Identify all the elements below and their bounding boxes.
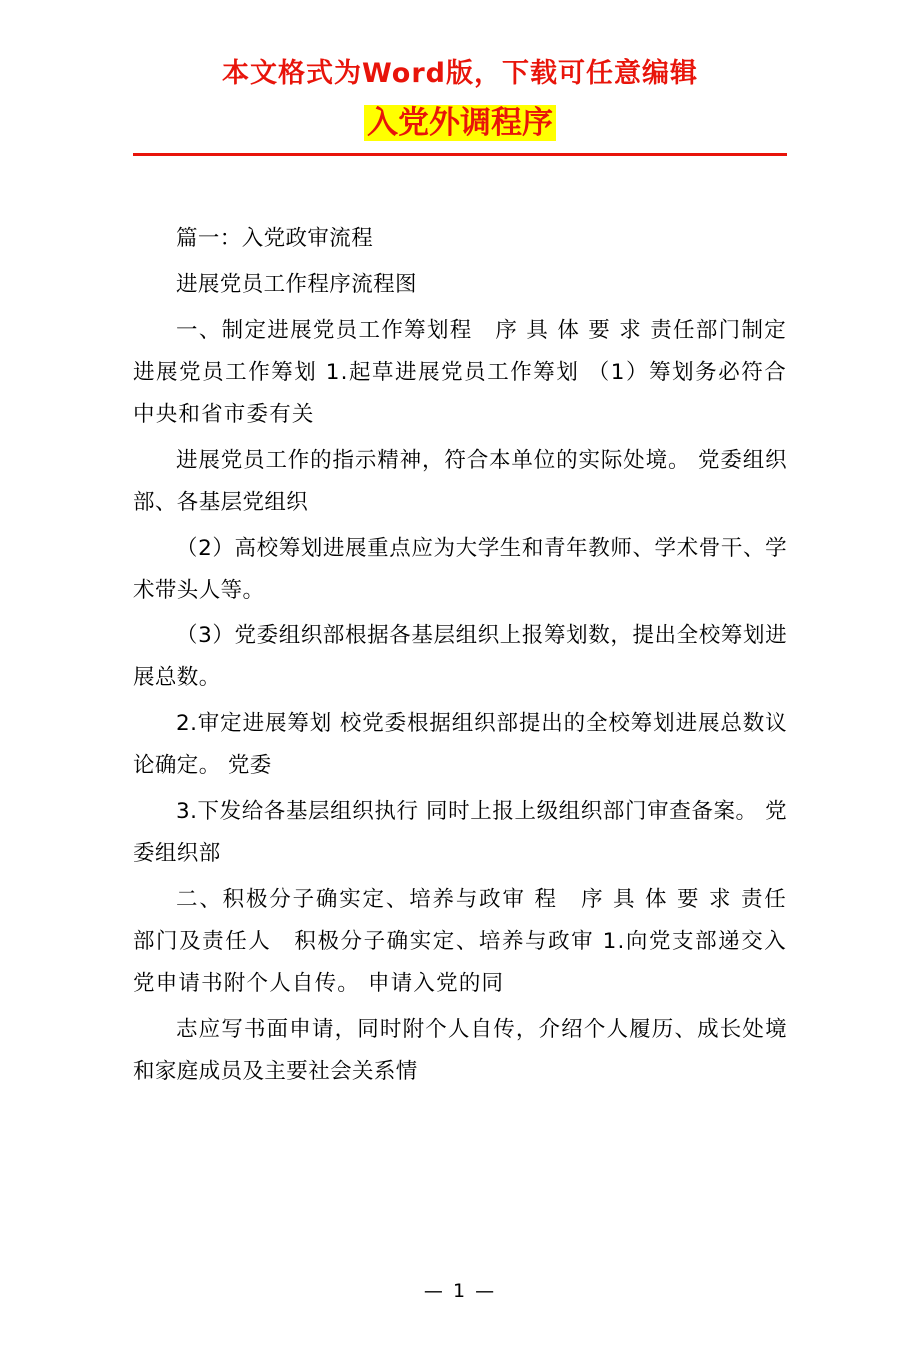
body-paragraph: （3）党委组织部根据各基层组织上报筹划数，提出全校筹划进展总数。 [133, 623, 787, 691]
body-paragraph: 二、积极分子确实定、培养与政审 程 序 具 体 要 求 责任部门及责任人 积极分子确实定、培养与政审 1.向党支部递交入党申请书附个人自传。 申请入党的同 [133, 886, 787, 996]
document-page [0, 58, 920, 1360]
body-paragraph: 进展党员工作程序流程图 [176, 272, 417, 298]
body-paragraph: 一、制定进展党员工作筹划程 序 具 体 要 求 责任部门制定进展党员工作筹划 1.起草进展党员工作筹划 （1）筹划务必符合中央和省市委有关 [133, 317, 787, 427]
body-paragraph: （2）高校筹划进展重点应为大学生和青年教师、学术骨干、学术带头人等。 [133, 535, 787, 603]
body-paragraph: 进展党员工作的指示精神，符合本单位的实际处境。 党委组织部、各基层党组织 [133, 447, 787, 515]
body-paragraph: 志应写书面申请，同时附个人自传，介绍个人履历、成长处境和家庭成员及主要社会关系情 [133, 1016, 787, 1084]
word-version-banner: 本文格式为Word版，下载可任意编辑 [221, 58, 698, 89]
body-paragraph: 2.审定进展筹划 校党委根据组织部提出的全校筹划进展总数议论确定。 党委 [133, 711, 787, 779]
title-divider [133, 153, 787, 156]
page-title-text: 入党外调程序 [364, 105, 556, 141]
page-footer: — 1 — [423, 1280, 497, 1302]
document-header [0, 58, 920, 156]
document-body [133, 218, 787, 1092]
body-paragraph: 3.下发给各基层组织执行 同时上报上级组织部门审查备案。 党委组织部 [133, 799, 787, 867]
body-paragraph: 篇一：入党政审流程 [176, 226, 374, 252]
page-title [0, 104, 920, 143]
